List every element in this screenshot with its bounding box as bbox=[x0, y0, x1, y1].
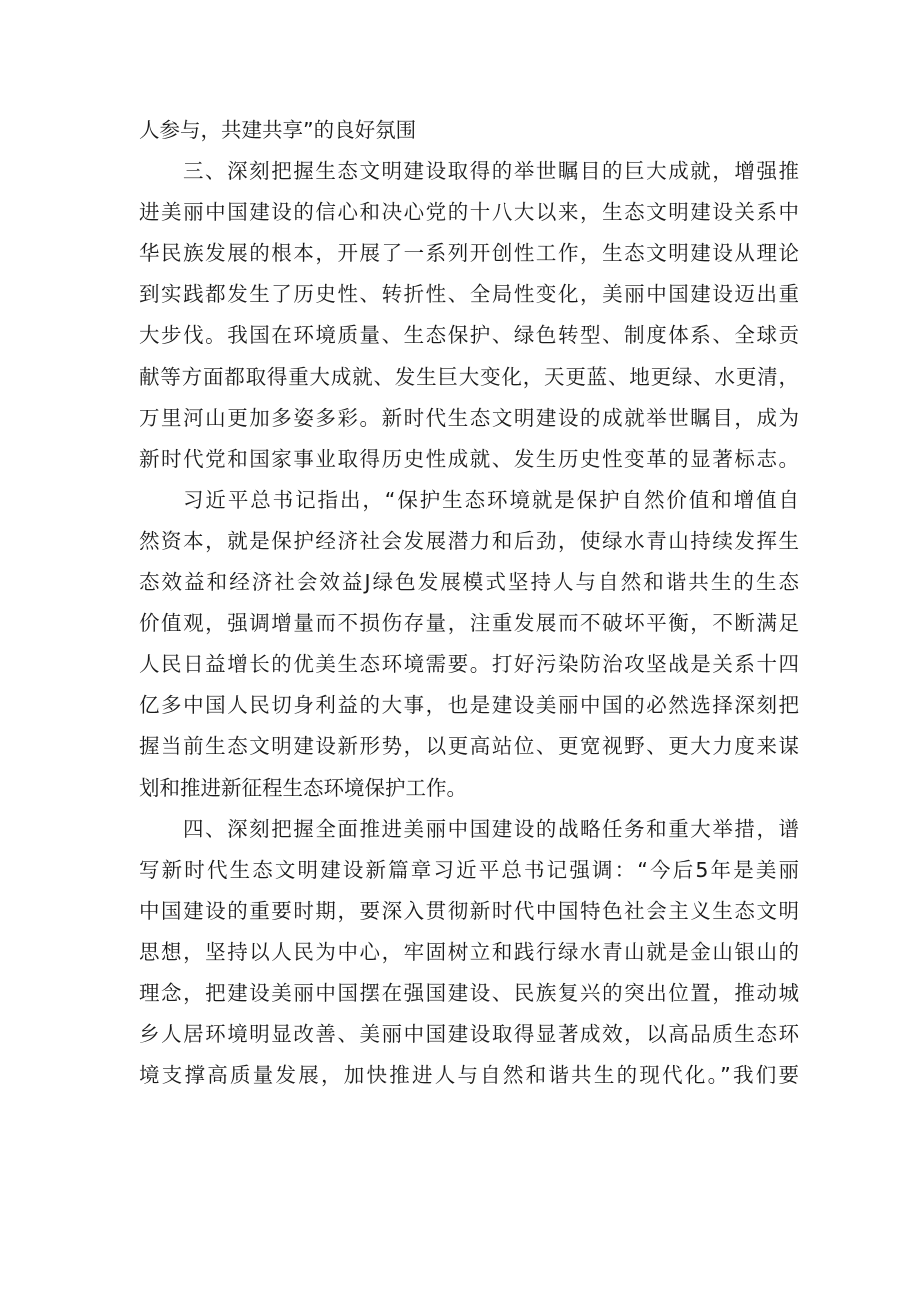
paragraph-line: 握当前生态文明建设新形势，以更高站位、更宽视野、更大力度来谋 bbox=[139, 734, 799, 759]
paragraph-line: 人民日益增长的优美生态环境需要。打好污染防治攻坚战是关系十四 bbox=[139, 652, 799, 677]
paragraph-line: 境支撑高质量发展，加快推进人与自然和谐共生的现代化。”我们要 bbox=[139, 1063, 799, 1088]
paragraph-line: 三、深刻把握生态文明建设取得的举世瞩目的巨大成就，增强推 bbox=[183, 159, 799, 184]
paragraph-line: 理念，把建设美丽中国摆在强国建设、民族复兴的突出位置，推动城 bbox=[139, 980, 799, 1005]
paragraph-line: 划和推进新征程生态环境保护工作。 bbox=[139, 775, 467, 800]
paragraph-line: 习近平总书记指出，“保护生态环境就是保护自然价值和增值自 bbox=[183, 487, 799, 512]
paragraph-line: 态效益和经济社会效益J绿色发展模式坚持人与自然和谐共生的生态 bbox=[139, 570, 799, 595]
paragraph-line: 中国建设的重要时期，要深入贯彻新时代中国特色社会主义生态文明 bbox=[139, 898, 799, 923]
paragraph-line: 万里河山更加多姿多彩。新时代生态文明建设的成就举世瞩目，成为 bbox=[139, 405, 799, 430]
document-body bbox=[139, 110, 799, 1096]
paragraph-line: 到实践都发生了历史性、转折性、全局性变化，美丽中国建设迈出重 bbox=[139, 282, 799, 307]
paragraph-line: 乡人居环境明显改善、美丽中国建设取得显著成效，以高品质生态环 bbox=[139, 1022, 799, 1047]
paragraph-line: 写新时代生态文明建设新篇章习近平总书记强调：“今后5年是美丽 bbox=[139, 857, 799, 882]
paragraph-line: 四、深刻把握全面推进美丽中国建设的战略任务和重大举措，谱 bbox=[183, 816, 799, 841]
paragraph-line: 思想，坚持以人民为中心，牢固树立和践行绿水青山就是金山银山的 bbox=[139, 939, 799, 964]
paragraph-line: 价值观，强调增量而不损伤存量，注重发展而不破坏平衡，不断满足 bbox=[139, 611, 799, 636]
paragraph-line: 人参与，共建共享”的良好氛围 bbox=[139, 118, 417, 142]
paragraph-line: 亿多中国人民切身利益的大事，也是建设美丽中国的必然选择深刻把 bbox=[139, 693, 799, 718]
paragraph-line: 进美丽中国建设的信心和决心党的十八大以来，生态文明建设关系中 bbox=[139, 200, 799, 225]
paragraph-line: 大步伐。我国在环境质量、生态保护、绿色转型、制度体系、全球贡 bbox=[139, 323, 799, 348]
paragraph-line: 然资本，就是保护经济社会发展潜力和后劲，使绿水青山持续发挥生 bbox=[139, 528, 799, 553]
paragraph-line: 新时代党和国家事业取得历史性成就、发生历史性变革的显著标志。 bbox=[139, 446, 799, 471]
paragraph-line: 华民族发展的根本，开展了一系列开创性工作，生态文明建设从理论 bbox=[139, 241, 799, 266]
paragraph-line: 献等方面都取得重大成就、发生巨大变化，天更蓝、地更绿、水更清， bbox=[139, 364, 799, 389]
